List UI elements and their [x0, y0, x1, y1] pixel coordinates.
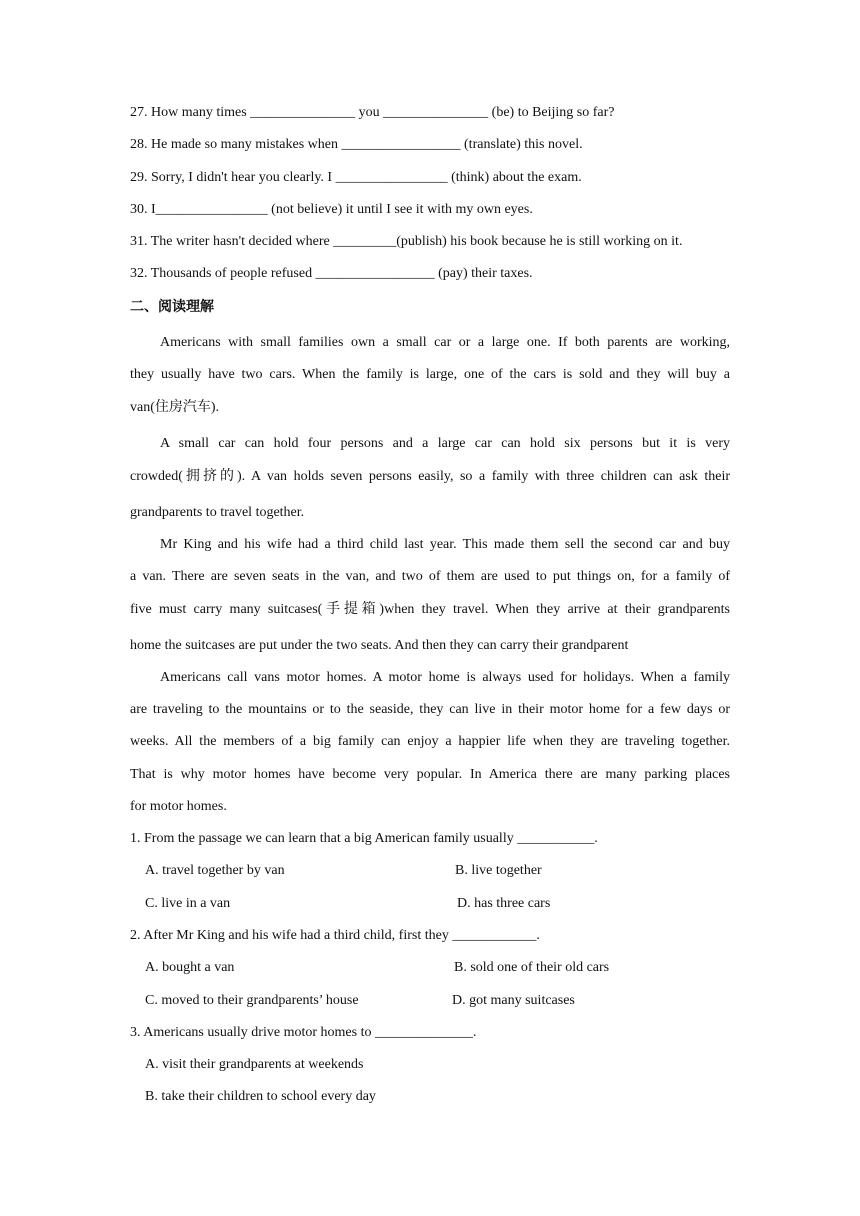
- passage-p3-line: home the suitcases are put under the two seats. And then they can carry their grandparent: [130, 638, 629, 653]
- exercise-31: 31. The writer hasn't decided where _________(publish) his book because he is still working on it.: [130, 234, 683, 249]
- question-3-stem: 3. Americans usually drive motor homes to ______________.: [130, 1025, 477, 1040]
- exercise-32: 32. Thousands of people refused _________________ (pay) their taxes.: [130, 266, 533, 281]
- passage-p1-line: van(住房汽车).: [130, 400, 220, 415]
- question-3-option-a: A. visit their grandparents at weekends: [145, 1057, 364, 1072]
- question-2-option-d: D. got many suitcases: [452, 993, 575, 1008]
- question-2-option-b: B. sold one of their old cars: [454, 960, 610, 975]
- exercise-27: 27. How many times _______________ you _______________ (be) to Beijing so far?: [130, 105, 615, 120]
- passage-p1-line: Americans with small families own a small car or a large one. If both parents are working,: [160, 335, 730, 350]
- passage-p2-line: A small car can hold four persons and a large car can hold six persons but it is very: [160, 436, 730, 451]
- passage-p3-line: Mr King and his wife had a third child last year. This made them sell the second car and buy: [160, 537, 730, 552]
- question-2-option-a: A. bought a van: [145, 960, 235, 975]
- passage-p4-line: That is why motor homes have become very popular. In America there are many parking places: [130, 767, 730, 782]
- exercise-29: 29. Sorry, I didn't hear you clearly. I ________________ (think) about the exam.: [130, 170, 582, 185]
- question-1-option-d: D. has three cars: [457, 896, 551, 911]
- section-title: 二、阅读理解: [130, 299, 214, 315]
- question-1-stem: 1. From the passage we can learn that a big American family usually ___________.: [130, 831, 598, 846]
- passage-p3-line: five must carry many suitcases(手提箱)when they travel. When they arrive at their grandparents: [130, 602, 730, 617]
- passage-p4-line: are traveling to the mountains or to the seaside, they can live in their motor home for a few days or: [130, 702, 730, 717]
- passage-p3-line: a van. There are seven seats in the van, and two of them are used to put things on, for a family of: [130, 569, 730, 584]
- question-1-option-c: C. live in a van: [145, 896, 231, 911]
- exercise-28: 28. He made so many mistakes when _________________ (translate) this novel.: [130, 137, 583, 152]
- question-3-option-b: B. take their children to school every day: [145, 1089, 376, 1104]
- passage-p1-line: they usually have two cars. When the family is large, one of the cars is sold and they will buy a: [130, 367, 730, 382]
- question-1-option-b: B. live together: [455, 863, 542, 878]
- passage-p4-line: weeks. All the members of a big family can enjoy a happier life when they are traveling together.: [130, 734, 730, 749]
- exercise-30: 30. I________________ (not believe) it until I see it with my own eyes.: [130, 202, 533, 217]
- passage-p4-line: for motor homes.: [130, 799, 227, 814]
- question-1-option-a: A. travel together by van: [145, 863, 285, 878]
- passage-p4-line: Americans call vans motor homes. A motor home is always used for holidays. When a family: [160, 670, 730, 685]
- passage-p2-line: grandparents to travel together.: [130, 505, 305, 520]
- question-2-option-c: C. moved to their grandparents’ house: [145, 993, 359, 1008]
- question-2-stem: 2. After Mr King and his wife had a third child, first they ____________.: [130, 928, 540, 943]
- passage-p2-line: crowded(拥挤的). A van holds seven persons easily, so a family with three children can ask their: [130, 469, 730, 484]
